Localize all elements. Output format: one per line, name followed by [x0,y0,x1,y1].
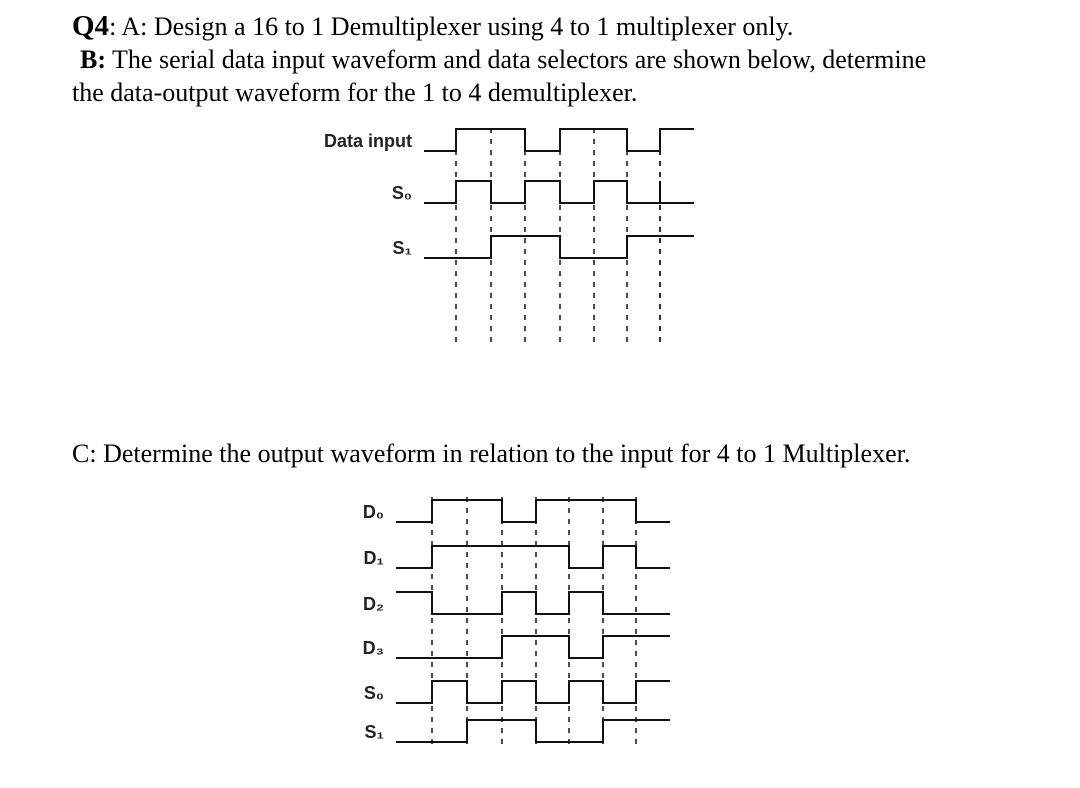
part-b-tag: B: [80,45,106,74]
signal-label: D₂ [363,594,384,614]
signal-waveform [396,636,670,658]
signal-label: D₃ [362,638,384,658]
signal-label: D₀ [362,502,384,522]
question-number: Q4 [72,10,110,42]
signal-waveform [396,720,670,742]
signal-waveform [396,681,670,703]
part-a-text: Design a 16 to 1 Demultiplexer using 4 to 1 multiplexer only. [153,12,794,41]
signal-label: Data input [324,131,412,151]
part-c-text: Determine the output waveform in relation to the input for 4 to 1 Multiplexer. [103,439,911,468]
part-c-tag: C: [72,439,97,468]
signal-label: S₀ [391,183,412,203]
question-colon: : [109,12,117,41]
signal-waveform [396,500,670,522]
signal-waveform [396,546,670,568]
signal-label: S₀ [363,683,384,703]
part-a-tag: A: [121,12,148,41]
signal-label: S₁ [392,238,412,258]
part-b-text-1: The serial data input waveform and data selectors are shown below, determine [112,45,927,74]
part-b-text-2: the data-output waveform for the 1 to 4 demultiplexer. [72,78,638,107]
signal-label: D₁ [363,548,384,568]
signal-label: S₁ [364,722,384,742]
signal-waveform [396,592,670,614]
